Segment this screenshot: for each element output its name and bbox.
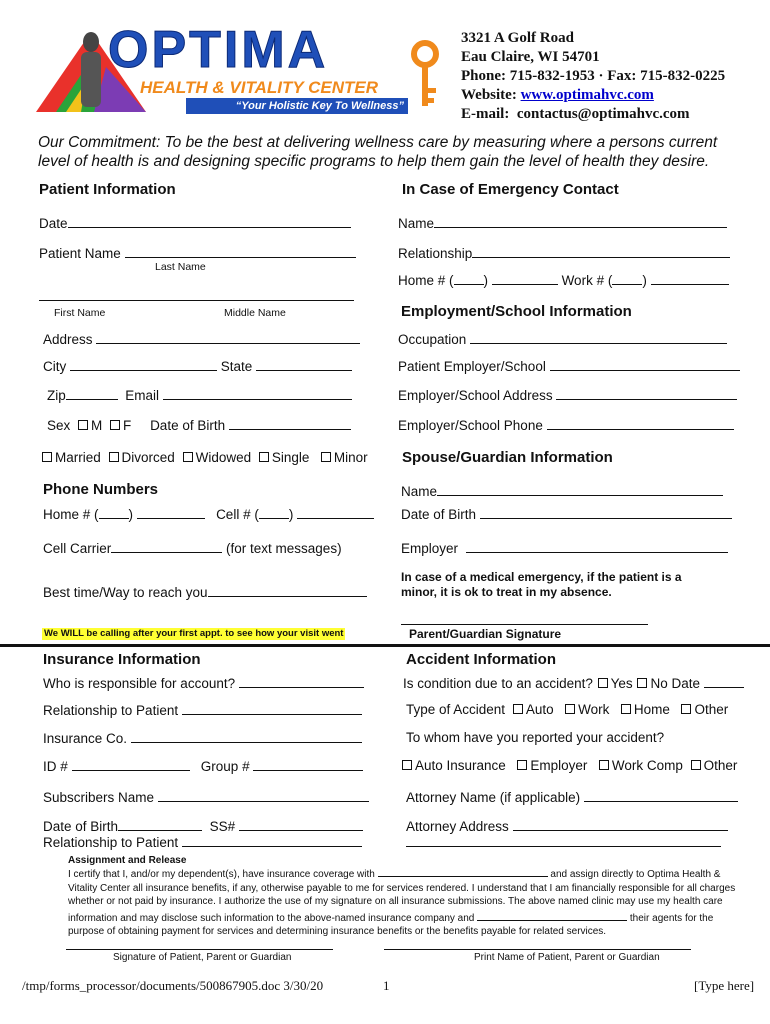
date-field[interactable]: [39, 215, 351, 231]
emergency-heading: In Case of Emergency Contact: [402, 181, 619, 198]
assignment-line-3: whether or not paid by insurance. I authorize the use of my signature on all insurance submissions. The above named clinic may use my health care: [68, 896, 723, 907]
employer-phone-label: Employer/School Phone: [398, 418, 543, 433]
assignment-text: [68, 867, 735, 939]
male-label: M: [91, 418, 103, 433]
consent-line-1: In case of a medical emergency, if the patient is a: [401, 570, 682, 584]
website-link[interactable]: www.optimahvc.com: [520, 87, 654, 103]
responsible-label: Who is responsible for account?: [43, 676, 236, 691]
female-label: F: [123, 418, 132, 433]
work-checkbox[interactable]: [565, 704, 575, 714]
best-time-label: Best time/Way to reach you: [43, 585, 208, 600]
patient-phones-row: [43, 506, 374, 522]
paren: ): [128, 507, 134, 522]
emergency-phones-row: [398, 272, 729, 288]
reported-options-row: [402, 758, 737, 773]
auto-insurance-checkbox[interactable]: [402, 760, 412, 770]
emergency-relationship-field[interactable]: [398, 245, 730, 261]
married-label: Married: [55, 450, 101, 465]
date-label: Date: [39, 216, 68, 231]
responsible-field[interactable]: [43, 675, 364, 691]
occupation-label: Occupation: [398, 332, 467, 347]
insurance-dob-ss-block: [43, 818, 363, 850]
city-state-row: [43, 358, 352, 374]
employer-field[interactable]: [398, 358, 740, 374]
insurance-dob-label: Date of Birth: [43, 819, 119, 834]
paren: ): [642, 273, 647, 288]
dob-label: Date of Birth: [150, 418, 226, 433]
first-middle-name-line[interactable]: [39, 300, 354, 301]
zip-field[interactable]: [47, 388, 118, 403]
emergency-work-label: Work # (: [561, 273, 613, 288]
spouse-employer-field[interactable]: [401, 540, 728, 556]
accident-type-row: [406, 702, 728, 717]
spouse-dob-field[interactable]: [401, 506, 732, 522]
home-phone-label: Home # (: [43, 507, 99, 522]
address-line2: Eau Claire, WI 54701: [461, 49, 600, 65]
email-label: E-mail:: [461, 106, 510, 122]
insurance-relationship-label: Relationship to Patient: [43, 703, 179, 718]
home-checkbox[interactable]: [621, 704, 631, 714]
attorney-name-field[interactable]: [406, 789, 738, 805]
attorney-address-label: Attorney Address: [406, 819, 509, 834]
zip-email-row: [47, 387, 352, 403]
subscriber-field[interactable]: [43, 789, 369, 805]
work-comp-label: Work Comp: [611, 758, 683, 773]
logo-subtitle: HEALTH & VITALITY CENTER: [140, 78, 378, 97]
reported-other-label: Other: [703, 758, 738, 773]
website-line: [461, 86, 725, 105]
dob-field[interactable]: [150, 418, 351, 433]
insurance-relationship-field[interactable]: [43, 702, 362, 718]
commitment-line-1: Our Commitment: To be the best at delivering wellness care by measuring where a persons current: [38, 134, 718, 151]
cell-carrier-note: (for text messages): [226, 541, 342, 556]
print-name-line[interactable]: [384, 949, 691, 950]
insurance-relationship2-label: Relationship to Patient: [43, 835, 179, 850]
assignment-line-4b: their agents for the: [629, 912, 714, 924]
accident-date-line[interactable]: [704, 675, 744, 688]
employer-label: Patient Employer/School: [398, 359, 546, 374]
city-field[interactable]: [43, 359, 217, 374]
occupation-field[interactable]: [398, 331, 727, 347]
widowed-label: Widowed: [195, 450, 252, 465]
logo-word: OPTIMA: [108, 21, 329, 79]
yes-label: Yes: [610, 676, 633, 691]
employer-address-field[interactable]: [398, 387, 737, 403]
insurance-relationship2-field[interactable]: [43, 834, 363, 850]
emergency-name-label: Name: [398, 216, 435, 231]
assignment-line-4a: information and may disclose such information to the above-named insurance company and: [68, 912, 475, 924]
divorced-label: Divorced: [121, 450, 175, 465]
married-checkbox[interactable]: [42, 452, 52, 462]
employer-option-label: Employer: [530, 758, 588, 773]
attorney-address-line2[interactable]: [406, 846, 721, 847]
guardian-signature-label: Parent/Guardian Signature: [409, 627, 562, 641]
guardian-signature-line[interactable]: [401, 624, 648, 625]
emergency-consent: [401, 570, 682, 600]
patient-signature-line[interactable]: [66, 949, 333, 950]
website-label: Website:: [461, 87, 521, 103]
first-name-caption: First Name: [54, 307, 106, 319]
spouse-name-field[interactable]: [401, 483, 723, 499]
follow-up-callout: We WILL be calling after your first appt. to see how your visit went: [44, 628, 344, 639]
address-field[interactable]: [43, 331, 360, 347]
logo: [36, 22, 456, 118]
sex-dob-row: [47, 417, 351, 433]
reported-other-checkbox[interactable]: [691, 760, 701, 770]
auto-label: Auto: [525, 702, 554, 717]
attorney-address-field[interactable]: [406, 818, 728, 834]
male-checkbox[interactable]: [78, 420, 88, 430]
female-checkbox[interactable]: [110, 420, 120, 430]
phone-fax: Phone: 715-832-1953 · Fax: 715-832-0225: [461, 68, 726, 84]
single-checkbox[interactable]: [259, 452, 269, 462]
patient-home-phone[interactable]: [43, 507, 205, 522]
attorney-name-label: Attorney Name (if applicable): [406, 790, 581, 805]
group-field[interactable]: [201, 759, 364, 774]
accident-condition-row: [403, 675, 744, 691]
group-label: Group #: [200, 759, 250, 774]
logo-tagline: “Your Holistic Key To Wellness”: [186, 98, 408, 114]
key-icon: [408, 40, 442, 110]
middle-name-caption: Middle Name: [224, 307, 286, 319]
employer-checkbox[interactable]: [517, 760, 527, 770]
other-checkbox[interactable]: [681, 704, 691, 714]
assignment-line-1b: and assign directly to Optima Health &: [550, 869, 721, 880]
print-name-label: Print Name of Patient, Parent or Guardian: [474, 952, 660, 963]
spouse-name-label: Name: [401, 484, 438, 499]
divorced-checkbox[interactable]: [109, 452, 119, 462]
accident-condition-label: Is condition due to an accident?: [403, 676, 593, 691]
patient-cell-phone[interactable]: [216, 507, 374, 522]
patient-info-heading: Patient Information: [39, 181, 176, 198]
email-label-field: Email: [125, 388, 160, 403]
auto-checkbox[interactable]: [513, 704, 523, 714]
email-address: contactus@optimahvc.com: [516, 106, 690, 122]
zip-label: Zip: [47, 388, 66, 403]
patient-signature-label: Signature of Patient, Parent or Guardian: [113, 952, 292, 963]
patient-name-label: Patient Name: [39, 246, 121, 261]
assignment-heading: Assignment and Release: [68, 855, 187, 866]
email-field[interactable]: [125, 388, 352, 403]
address-label: Address: [43, 332, 93, 347]
footer-path: /tmp/forms_processor/documents/500867905.doc 3/30/20: [22, 978, 324, 993]
accident-type-label: Type of Accident: [406, 702, 506, 717]
minor-checkbox[interactable]: [321, 452, 331, 462]
cell-carrier-label: Cell Carrier: [43, 541, 112, 556]
employment-heading: Employment/School Information: [401, 303, 632, 320]
insurance-coverage-line[interactable]: [378, 867, 548, 877]
sex-label: Sex: [47, 418, 71, 433]
home-label: Home: [633, 702, 670, 717]
paren: ): [483, 273, 489, 288]
ss-field[interactable]: [210, 819, 363, 834]
phone-numbers-heading: Phone Numbers: [43, 481, 159, 498]
minor-label: Minor: [333, 450, 368, 465]
state-field[interactable]: [221, 359, 352, 374]
paren: ): [288, 507, 294, 522]
commitment-statement: [38, 133, 717, 171]
marital-status-row: [42, 450, 368, 465]
no-checkbox[interactable]: [637, 678, 647, 688]
emergency-work-phone[interactable]: [562, 273, 729, 288]
emergency-name-field[interactable]: [398, 215, 727, 231]
assignment-line-5: purpose of obtaining payment for services and determining insurance benefits or the benefits payable for related services.: [68, 926, 607, 937]
reported-label: To whom have you reported your accident?: [406, 730, 665, 745]
email-line: [461, 105, 725, 124]
employer-phone-field[interactable]: [398, 417, 734, 433]
insurance-company-label: Insurance Co.: [43, 731, 128, 746]
commitment-line-2: level of health is and designing specific programs to help them gain the level of health they desire.: [38, 153, 710, 170]
id-label: ID #: [43, 759, 68, 774]
other-label: Other: [694, 702, 729, 717]
subscriber-label: Subscribers Name: [43, 790, 155, 805]
work-comp-checkbox[interactable]: [599, 760, 609, 770]
spouse-dob-label: Date of Birth: [401, 507, 477, 522]
assignment-line-1a: I certify that I, and/or my dependent(s), have insurance coverage with: [68, 869, 375, 880]
cell-carrier-field[interactable]: [43, 540, 342, 556]
insurance-dob-field[interactable]: [43, 819, 202, 834]
insurance-company-field[interactable]: [43, 730, 362, 746]
city-label: City: [43, 359, 67, 374]
emergency-relationship-label: Relationship: [398, 246, 473, 261]
id-group-row: [43, 758, 363, 774]
spouse-heading: Spouse/Guardian Information: [402, 449, 613, 466]
id-field[interactable]: [43, 759, 190, 774]
best-time-field[interactable]: [43, 584, 367, 600]
ss-label: SS#: [209, 819, 236, 834]
insurance-company-line[interactable]: [477, 911, 627, 921]
accident-heading: Accident Information: [406, 651, 557, 668]
section-divider: [0, 644, 770, 647]
no-date-label: No Date: [650, 676, 700, 691]
emergency-home-phone[interactable]: [398, 273, 558, 288]
state-label: State: [220, 359, 253, 374]
clinic-contact: [461, 29, 725, 124]
address-line1: 3321 A Golf Road: [461, 30, 574, 46]
emergency-home-label: Home # (: [398, 273, 454, 288]
page-number: 1: [383, 978, 390, 993]
yes-checkbox[interactable]: [598, 678, 608, 688]
last-name-caption: Last Name: [155, 261, 206, 273]
work-label: Work: [578, 702, 610, 717]
widowed-checkbox[interactable]: [183, 452, 193, 462]
employer-address-label: Employer/School Address: [398, 388, 553, 403]
patient-name-field[interactable]: [39, 245, 356, 261]
auto-insurance-label: Auto Insurance: [415, 758, 506, 773]
assignment-line-2: Vitality Center all insurance benefits, if any, otherwise payable to me for services rendered. I understand that I am financially responsible for all charges: [68, 882, 736, 894]
cell-phone-label: Cell # (: [216, 507, 259, 522]
spouse-employer-label: Employer: [401, 541, 459, 556]
consent-line-2: minor, it is ok to treat in my absence.: [401, 585, 612, 599]
insurance-heading: Insurance Information: [43, 651, 201, 668]
single-label: Single: [271, 450, 310, 465]
type-here-placeholder: [Type here]: [694, 978, 755, 993]
